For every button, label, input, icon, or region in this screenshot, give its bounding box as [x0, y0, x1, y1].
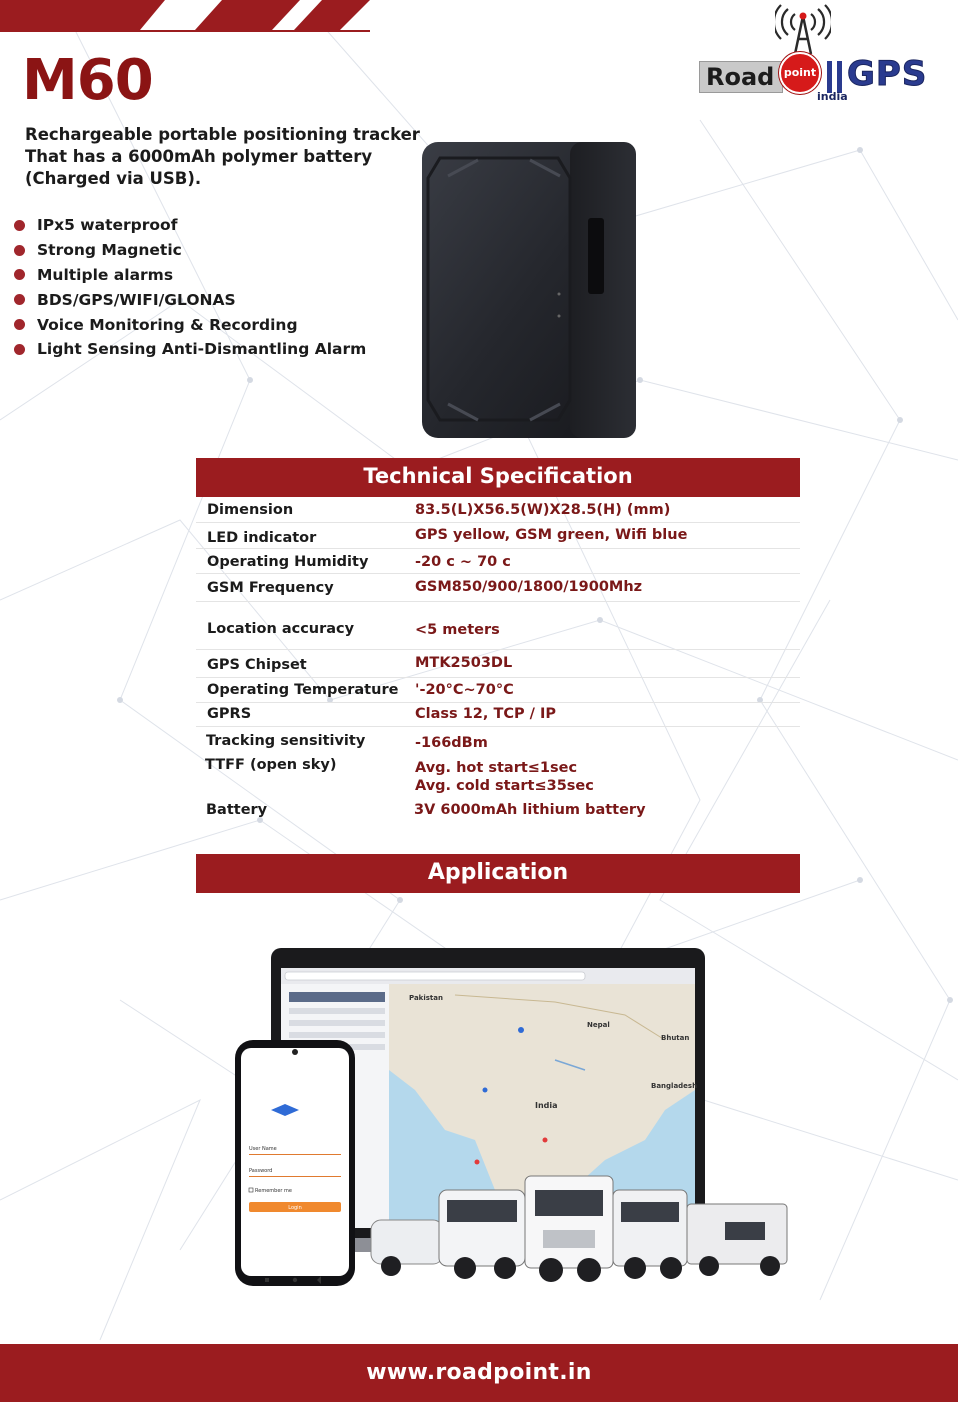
footer-website: www.roadpoint.in — [0, 1344, 958, 1402]
spec-table — [196, 497, 800, 828]
brand-logo — [697, 4, 947, 104]
spec-key: GPS Chipset — [207, 657, 307, 673]
spec-row — [196, 752, 800, 798]
description-line: (Charged via USB). — [25, 169, 202, 188]
phone-password-label: Password — [249, 1168, 273, 1174]
spec-key: Operating Temperature — [207, 682, 399, 698]
spec-row — [196, 650, 800, 678]
application-header: Application — [196, 854, 800, 893]
spec-row — [196, 798, 800, 828]
map-label: Bhutan — [661, 1034, 690, 1042]
map-label: Nepal — [587, 1021, 610, 1029]
spec-key: LED indicator — [207, 530, 317, 546]
spec-value-line: Avg. cold start≤35sec — [415, 778, 594, 794]
map-label: India — [535, 1101, 558, 1110]
description-line: That has a 6000mAh polymer battery — [25, 147, 373, 166]
bullet-icon — [14, 245, 25, 256]
bullet-icon — [14, 344, 25, 355]
bullet-icon — [14, 269, 25, 280]
spec-row — [196, 703, 800, 727]
description-line: Rechargeable portable positioning tracker — [25, 125, 420, 144]
spec-value — [415, 757, 800, 798]
spec-key: GPRS — [207, 706, 252, 722]
feature-item: BDS/GPS/WIFI/GLONAS — [14, 287, 394, 312]
map-label: Bangladesh — [651, 1082, 698, 1090]
model-title: M60 — [22, 48, 153, 113]
product-description — [25, 124, 425, 190]
logo-bars — [825, 61, 847, 93]
gps-tracker-device-image — [418, 138, 640, 442]
bullet-icon — [14, 294, 25, 305]
spec-key: Tracking sensitivity — [206, 733, 366, 749]
logo-gps-text: GPS — [847, 54, 928, 94]
spec-value: GSM850/900/1800/1900Mhz — [415, 579, 643, 595]
spec-key: GSM Frequency — [207, 580, 334, 596]
spec-value: <5 meters — [415, 622, 500, 638]
spec-value: 3V 6000mAh lithium battery — [414, 802, 646, 818]
spec-key: TTFF (open sky) — [205, 757, 337, 773]
feature-item: Light Sensing Anti-Dismantling Alarm — [14, 337, 394, 362]
feature-list — [14, 213, 394, 362]
spec-row — [196, 602, 800, 650]
spec-row — [196, 727, 800, 752]
spec-key: Battery — [206, 802, 268, 818]
spec-key: Location accuracy — [207, 621, 355, 637]
spec-value: 83.5(L)X56.5(W)X28.5(H) (mm) — [415, 502, 671, 518]
phone-remember-label: Remember me — [255, 1188, 292, 1194]
spec-key: Dimension — [207, 502, 294, 518]
spec-value: Class 12, TCP / IP — [415, 706, 557, 722]
spec-row — [196, 549, 800, 574]
spec-row — [196, 523, 800, 549]
spec-value-line: Avg. hot start≤1sec — [415, 760, 578, 776]
map-label: Pakistan — [409, 994, 443, 1002]
signal-tower-icon — [775, 4, 831, 54]
bullet-icon — [14, 220, 25, 231]
corner-decoration — [0, 0, 370, 34]
logo-road-text: Road — [699, 61, 783, 93]
feature-item: Strong Magnetic — [14, 238, 394, 263]
feature-item: IPx5 waterproof — [14, 213, 394, 238]
logo-point-badge: point — [779, 52, 821, 94]
spec-row — [196, 574, 800, 602]
phone-username-label: User Name — [249, 1146, 277, 1152]
spec-value: -20 c ~ 70 c — [415, 554, 511, 570]
spec-value: MTK2503DL — [415, 655, 513, 671]
spec-value: '-20°C~70°C — [415, 682, 514, 698]
technical-specification-header: Technical Specification — [196, 458, 800, 497]
logo-india-text: india — [817, 90, 848, 103]
spec-value: GPS yellow, GSM green, Wifi blue — [415, 527, 688, 543]
application-devices-image — [225, 940, 800, 1292]
spec-value: -166dBm — [415, 735, 488, 751]
feature-item: Multiple alarms — [14, 263, 394, 288]
spec-row — [196, 678, 800, 703]
spec-row — [196, 497, 800, 523]
spec-key: Operating Humidity — [207, 554, 369, 570]
phone-login-button: Login — [288, 1205, 302, 1211]
bullet-icon — [14, 319, 25, 330]
feature-item: Voice Monitoring & Recording — [14, 312, 394, 337]
